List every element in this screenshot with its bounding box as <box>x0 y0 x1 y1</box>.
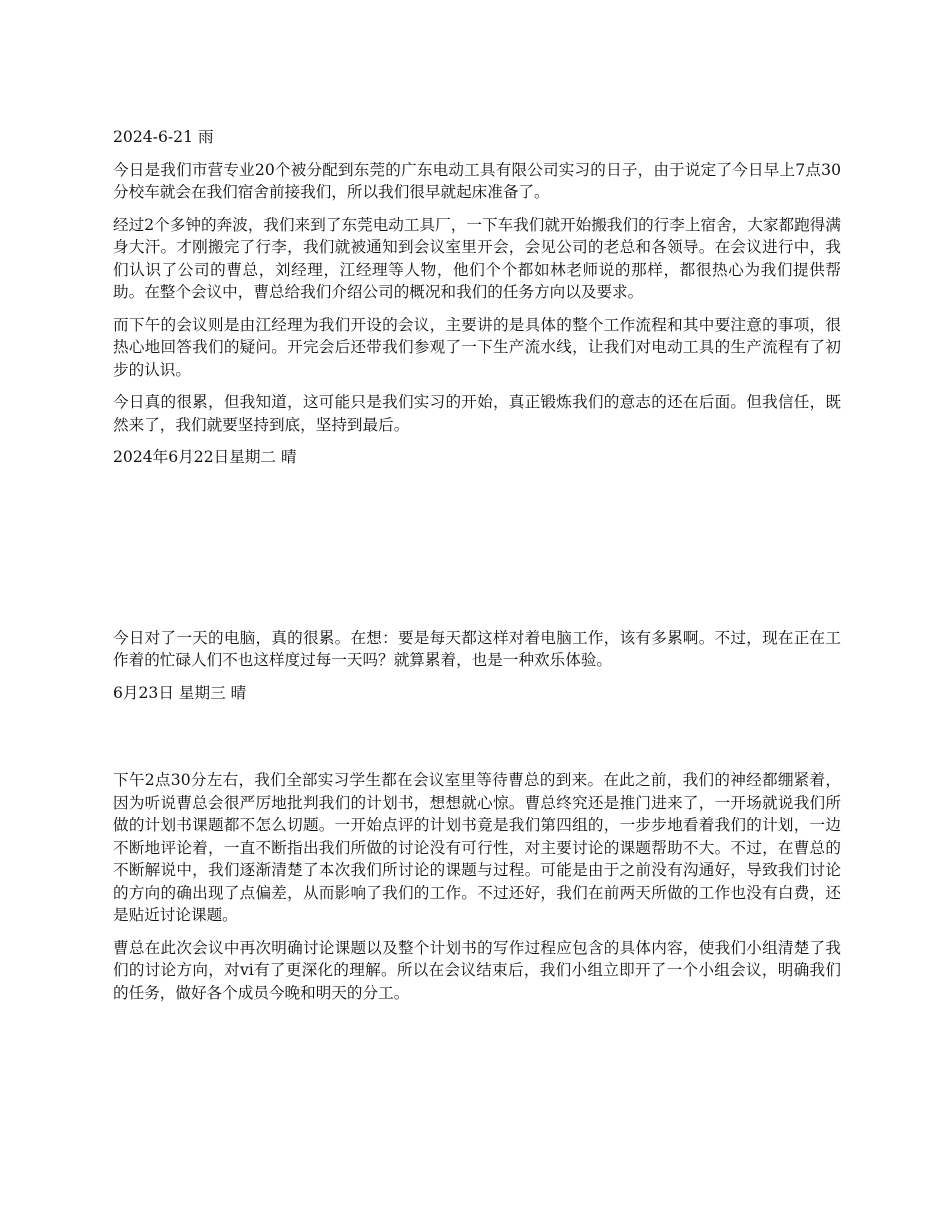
paragraph: 下午2点30分左右，我们全部实习学生都在会议室里等待曹总的到来。在此之前，我们的神经都绷紧着，因为听说曹总会很严厉地批判我们的计划书，想想就心惊。曹总终究还是推门进来了，一开场就说我们所做的计划书课题都不怎么切题。一开始点评的计划书竟是我们第四组的，一步步地看着我们的计划，一边不断地评论着，一直不断指出我们所做的讨论没有可行性，对主要讨论的课题帮助不大。不过，在曹总的不断解说中，我们逐渐清楚了本次我们所讨论的课题与过程。可能是由于之前没有沟通好，导致我们讨论的方向的确出现了点偏差，从而影响了我们的工作。不过还好，我们在前两天所做的工作也没有白费，还是贴近讨论课题。 <box>113 771 841 924</box>
paragraph: 而下午的会议则是由江经理为我们开设的会议，主要讲的是具体的整个工作流程和其中要注意的事项，很热心地回答我们的疑问。开完会后还带我们参观了一下生产流水线，让我们对电动工具的生产流程有了初步的认识。 <box>113 315 841 379</box>
blank-space <box>113 714 841 769</box>
paragraph: 经过2个多钟的奔波，我们来到了东莞电动工具厂，一下车我们就开始搬我们的行李上宿舍，大家都跑得满身大汗。才刚搬完了行李，我们就被通知到会议室里开会，会见公司的老总和各领导。在会议进行中，我们认识了公司的曹总，刘经理，江经理等人物，他们个个都如林老师说的那样，都很热心为我们提供帮助。在整个会议中，曹总给我们介绍公司的概况和我们的任务方向以及要求。 <box>113 215 841 301</box>
paragraph: 曹总在此次会议中再次明确讨论课题以及整个计划书的写作过程应包含的具体内容，使我们小组清楚了我们的讨论方向，对vi有了更深化的理解。所以在会议结束后，我们小组立即开了一个小组会议，明确我们的任务，做好各个成员今晚和明天的分工。 <box>113 938 841 1002</box>
blank-space <box>113 479 841 627</box>
paragraph: 今日是我们市营专业20个被分配到东莞的广东电动工具有限公司实习的日子，由于说定了今日早上7点30分校车就会在我们宿舍前接我们，所以我们很早就起床准备了。 <box>113 160 841 201</box>
paragraph: 今日真的很累，但我知道，这可能只是我们实习的开始，真正锻炼我们的意志的还在后面。但我信任，既然来了，我们就要坚持到底，坚持到最后。 <box>113 393 841 434</box>
entry-date: 6月23日 星期三 晴 <box>113 683 247 702</box>
entry-date: 2024-6-21 雨 <box>113 128 214 146</box>
document-body <box>113 126 841 1014</box>
paragraph: 今日对了一天的电脑，真的很累。在想：要是每天都这样对着电脑工作，该有多累啊。不过，现在正在工作着的忙碌人们不也这样度过每一天吗？就算累着，也是一种欢乐体验。 <box>113 628 841 669</box>
entry-date: 2024年6月22日星期二 晴 <box>113 448 297 466</box>
